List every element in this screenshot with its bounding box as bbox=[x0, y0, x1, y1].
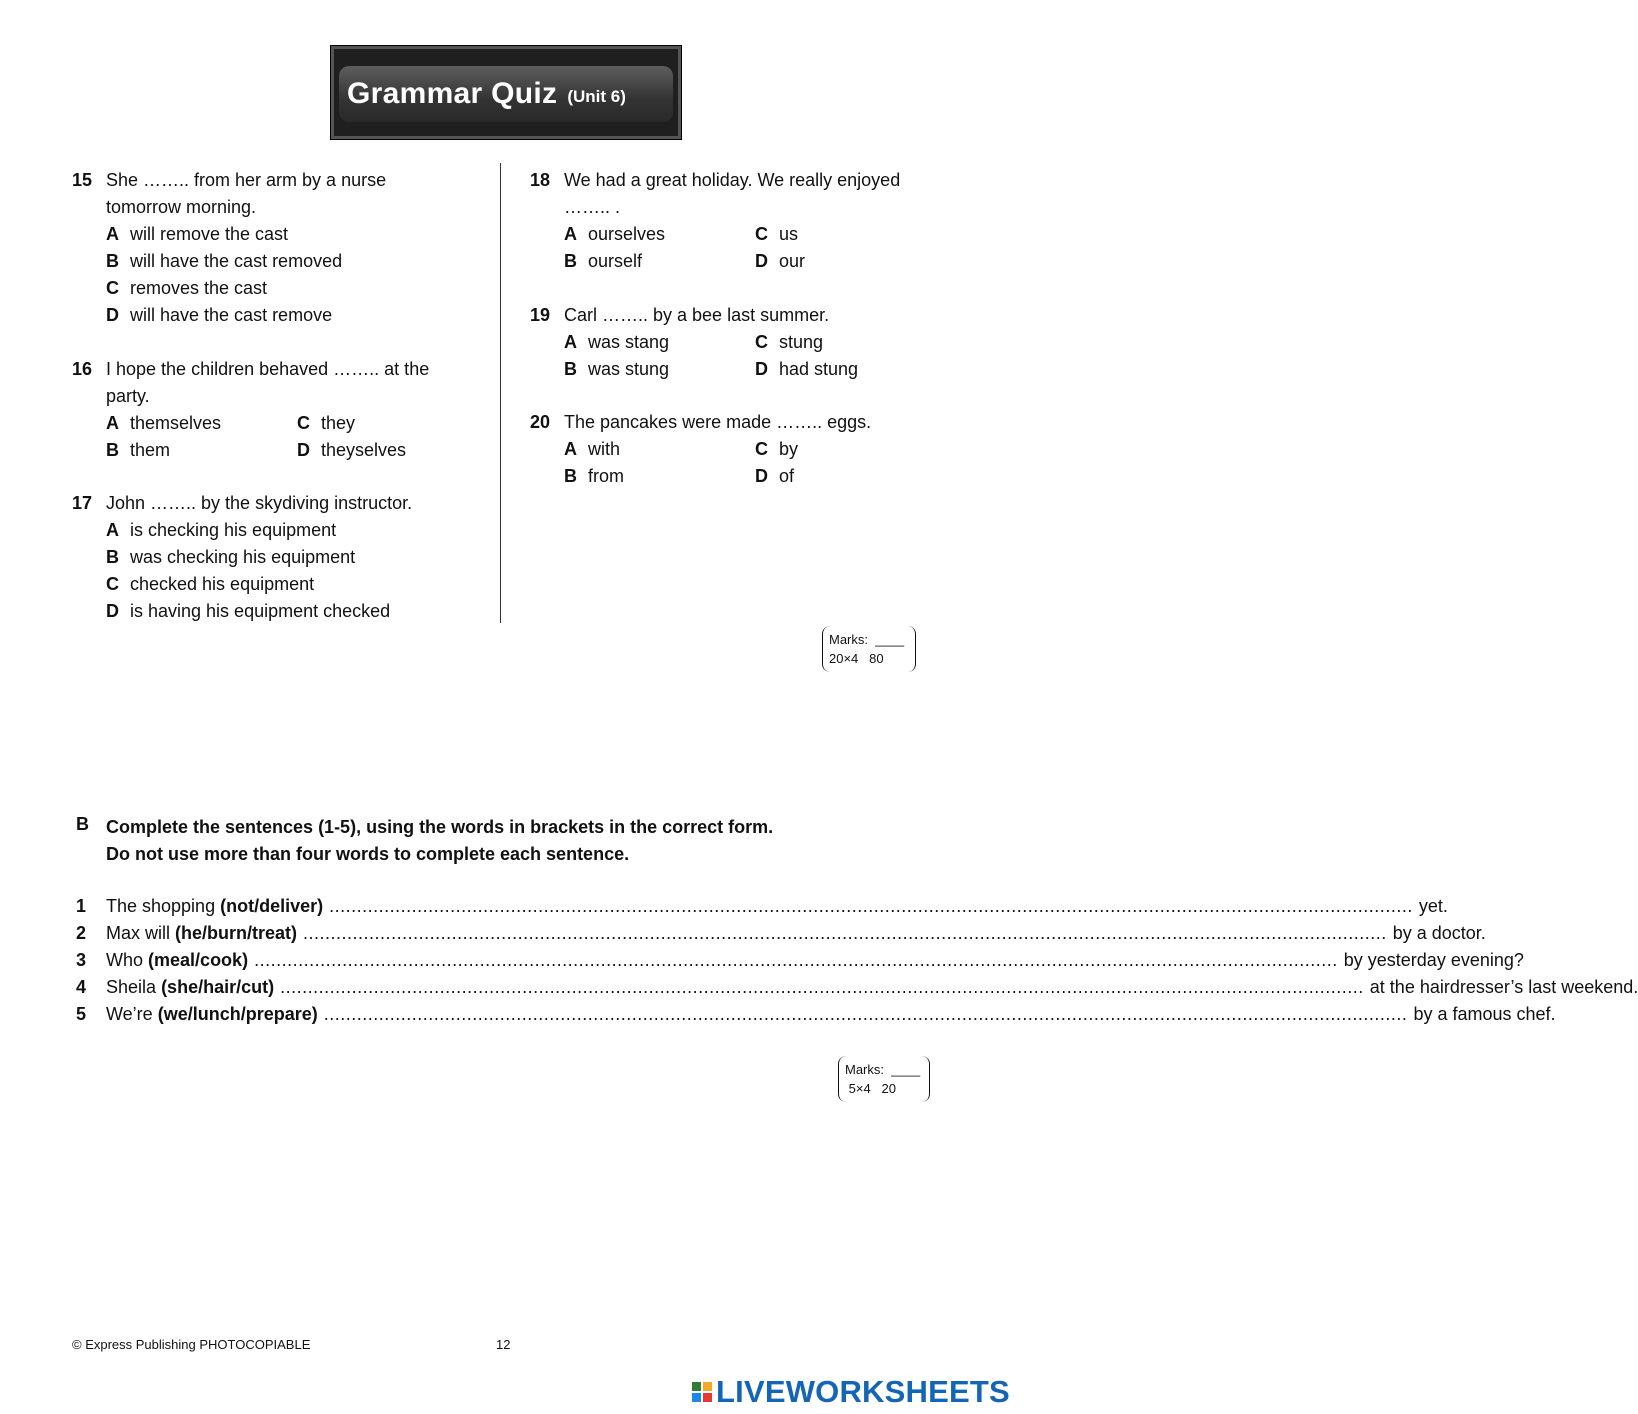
page-number: 12 bbox=[496, 1337, 511, 1352]
option-text: themselves bbox=[130, 413, 222, 433]
option-20d[interactable] bbox=[755, 463, 794, 490]
question-number: 17 bbox=[72, 493, 93, 513]
option-letter: A bbox=[564, 332, 577, 352]
option-text: will have the cast removed bbox=[130, 251, 343, 271]
option-letter: A bbox=[106, 413, 119, 433]
option-letter: D bbox=[755, 251, 768, 271]
question-number: 19 bbox=[530, 305, 551, 325]
option-text: they bbox=[321, 413, 356, 433]
option-letter: B bbox=[106, 440, 119, 460]
bracket-words: (she/hair/cut) bbox=[161, 977, 275, 997]
option-letter: D bbox=[106, 305, 119, 325]
option-20a[interactable] bbox=[564, 436, 620, 463]
question-number: 20 bbox=[530, 412, 551, 432]
question-18 bbox=[530, 167, 950, 194]
option-text: with bbox=[588, 439, 621, 459]
sentence-end: at the hairdresser’s last weekend. bbox=[1369, 977, 1638, 997]
option-19b[interactable] bbox=[564, 356, 669, 383]
option-text: from bbox=[588, 466, 624, 486]
sentence-start: The shopping bbox=[106, 896, 216, 916]
instruction-line-2: Do not use more than four words to complete each sentence. bbox=[106, 844, 630, 864]
answer-blank-2[interactable]: ..................................................................................................................................................................................................... bbox=[303, 923, 1387, 943]
option-text: was checking his equipment bbox=[130, 547, 356, 567]
sentence-start: Sheila bbox=[106, 977, 157, 997]
bracket-words: (he/burn/treat) bbox=[175, 923, 298, 943]
option-letter: B bbox=[564, 466, 577, 486]
answer-blank-5[interactable]: ..................................................................................................................................................................................................... bbox=[323, 1004, 1408, 1024]
sentence-number: 5 bbox=[76, 1004, 87, 1024]
option-text: will have the cast remove bbox=[130, 305, 333, 325]
option-20c[interactable] bbox=[755, 436, 798, 463]
answer-blank-1[interactable]: ..................................................................................................................................................................................................... bbox=[329, 896, 1413, 916]
option-letter: A bbox=[106, 520, 119, 540]
question-20 bbox=[530, 409, 950, 436]
option-letter: C bbox=[106, 574, 119, 594]
marks-calc: 20×4 bbox=[829, 651, 859, 666]
option-18c[interactable] bbox=[755, 221, 798, 248]
option-16c[interactable] bbox=[297, 410, 355, 437]
option-16d[interactable] bbox=[297, 437, 406, 464]
sentence-end: yet. bbox=[1418, 896, 1448, 916]
question-text: I hope the children behaved …….. at the bbox=[106, 359, 430, 379]
option-text: was stang bbox=[588, 332, 670, 352]
section-b-instructions bbox=[106, 814, 773, 868]
option-text: our bbox=[779, 251, 806, 271]
question-text: John …….. by the skydiving instructor. bbox=[106, 493, 413, 513]
option-15a[interactable] bbox=[106, 221, 288, 248]
marks-label: Marks: bbox=[845, 1062, 884, 1077]
option-text: by bbox=[779, 439, 799, 459]
option-letter: A bbox=[564, 439, 577, 459]
option-19d[interactable] bbox=[755, 356, 858, 383]
unit-label: (Unit 6) bbox=[567, 87, 626, 106]
bracket-words: (meal/cook) bbox=[148, 950, 249, 970]
option-20b[interactable] bbox=[564, 463, 624, 490]
brand-name: LIVEWORKSHEETS bbox=[716, 1374, 1010, 1409]
option-letter: C bbox=[755, 439, 768, 459]
option-18a[interactable] bbox=[564, 221, 665, 248]
marks-box-a bbox=[822, 626, 916, 672]
title-banner bbox=[330, 45, 682, 140]
option-16a[interactable] bbox=[106, 410, 221, 437]
answer-blank-4[interactable]: ..................................................................................................................................................................................................... bbox=[280, 977, 1364, 997]
option-15b[interactable] bbox=[106, 248, 342, 275]
option-text: ourselves bbox=[588, 224, 666, 244]
question-19 bbox=[530, 302, 950, 329]
option-17c[interactable] bbox=[106, 571, 314, 598]
option-15d[interactable] bbox=[106, 302, 332, 329]
question-16 bbox=[72, 356, 492, 383]
option-letter: C bbox=[106, 278, 119, 298]
sentence-start: Who bbox=[106, 950, 144, 970]
marks-calc: 5×4 bbox=[848, 1081, 871, 1096]
answer-blank-3[interactable]: ..................................................................................................................................................................................................... bbox=[254, 950, 1338, 970]
question-text: She …….. from her arm by a nurse bbox=[106, 170, 387, 190]
option-text: ourself bbox=[588, 251, 643, 271]
option-text: is checking his equipment bbox=[130, 520, 337, 540]
option-letter: D bbox=[297, 440, 310, 460]
option-text: us bbox=[779, 224, 799, 244]
question-text-continued: …….. . bbox=[564, 197, 621, 217]
marks-blank[interactable]: ____ bbox=[891, 1062, 921, 1077]
sentence-2 bbox=[76, 920, 1486, 947]
sentence-number: 1 bbox=[76, 896, 87, 916]
option-letter: C bbox=[755, 224, 768, 244]
option-letter: D bbox=[106, 601, 119, 621]
column-divider bbox=[500, 163, 501, 623]
sentence-number: 3 bbox=[76, 950, 87, 970]
marks-box-b bbox=[838, 1056, 930, 1102]
option-text: theyselves bbox=[321, 440, 407, 460]
sentence-end: by yesterday evening? bbox=[1343, 950, 1524, 970]
option-17d[interactable] bbox=[106, 598, 390, 625]
marks-total: 20 bbox=[881, 1081, 896, 1096]
option-text: will remove the cast bbox=[130, 224, 289, 244]
marks-blank[interactable]: ____ bbox=[875, 632, 905, 647]
question-17 bbox=[72, 490, 492, 517]
option-letter: B bbox=[106, 547, 119, 567]
copyright-text: © Express Publishing PHOTOCOPIABLE bbox=[72, 1337, 311, 1352]
option-letter: D bbox=[755, 466, 768, 486]
question-number: 16 bbox=[72, 359, 93, 379]
question-text: We had a great holiday. We really enjoyed bbox=[564, 170, 901, 190]
question-text: Carl …….. by a bee last summer. bbox=[564, 305, 830, 325]
bracket-words: (not/deliver) bbox=[220, 896, 324, 916]
marks-total: 80 bbox=[869, 651, 884, 666]
page-title: Grammar Quiz bbox=[347, 77, 558, 110]
sentence-end: by a famous chef. bbox=[1413, 1004, 1556, 1024]
option-15c[interactable] bbox=[106, 275, 267, 302]
question-15 bbox=[72, 167, 492, 194]
option-text: stung bbox=[779, 332, 824, 352]
option-letter: C bbox=[755, 332, 768, 352]
liveworksheets-logo[interactable] bbox=[692, 1374, 1010, 1410]
sentence-number: 4 bbox=[76, 977, 87, 997]
option-letter: B bbox=[106, 251, 119, 271]
title-plate bbox=[339, 66, 673, 122]
instruction-line-1: Complete the sentences (1-5), using the words in brackets in the correct form. bbox=[106, 817, 774, 837]
question-text: The pancakes were made …….. eggs. bbox=[564, 412, 872, 432]
option-text: is having his equipment checked bbox=[130, 601, 391, 621]
option-18d[interactable] bbox=[755, 248, 805, 275]
option-19a[interactable] bbox=[564, 329, 669, 356]
sentence-4 bbox=[76, 974, 1638, 1001]
question-text-continued: tomorrow morning. bbox=[106, 197, 257, 217]
option-letter: B bbox=[564, 359, 577, 379]
option-16b[interactable] bbox=[106, 437, 170, 464]
sentence-start: We’re bbox=[106, 1004, 153, 1024]
question-text-continued: party. bbox=[106, 386, 150, 406]
option-text: removes the cast bbox=[130, 278, 268, 298]
sentence-end: by a doctor. bbox=[1392, 923, 1486, 943]
sentence-5 bbox=[76, 1001, 1556, 1028]
option-text: was stung bbox=[588, 359, 670, 379]
question-number: 15 bbox=[72, 170, 93, 190]
marks-label: Marks: bbox=[829, 632, 868, 647]
option-letter: A bbox=[106, 224, 119, 244]
option-18b[interactable] bbox=[564, 248, 642, 275]
option-text: had stung bbox=[779, 359, 859, 379]
option-letter: C bbox=[297, 413, 310, 433]
option-19c[interactable] bbox=[755, 329, 823, 356]
option-17b[interactable] bbox=[106, 544, 355, 571]
sentence-1 bbox=[76, 893, 1448, 920]
option-letter: B bbox=[564, 251, 577, 271]
sentence-3 bbox=[76, 947, 1524, 974]
option-letter: A bbox=[564, 224, 577, 244]
section-b-letter: B bbox=[76, 814, 89, 834]
bracket-words: (we/lunch/prepare) bbox=[157, 1004, 318, 1024]
option-text: checked his equipment bbox=[130, 574, 315, 594]
sentence-number: 2 bbox=[76, 923, 87, 943]
sentence-start: Max will bbox=[106, 923, 171, 943]
option-17a[interactable] bbox=[106, 517, 336, 544]
option-letter: D bbox=[755, 359, 768, 379]
question-number: 18 bbox=[530, 170, 551, 190]
logo-blocks-icon bbox=[692, 1382, 712, 1402]
option-text: them bbox=[130, 440, 171, 460]
option-text: of bbox=[779, 466, 795, 486]
